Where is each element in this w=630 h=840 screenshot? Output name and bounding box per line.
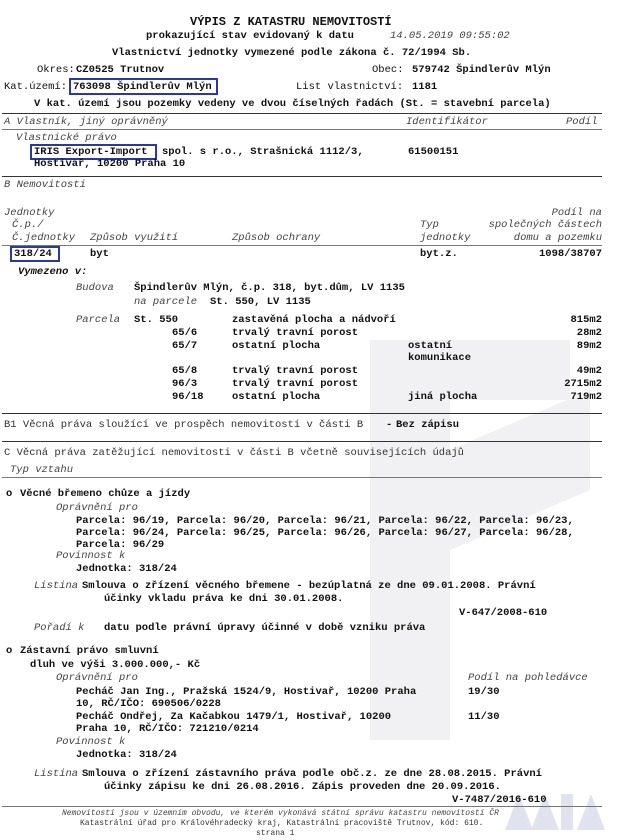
- item2-povinnost-label: Povinnost k: [56, 736, 126, 748]
- poradi-label: Pořadí k: [34, 622, 85, 634]
- lv-value: 1181: [412, 81, 438, 93]
- parcel-use: ostatní plocha: [232, 340, 321, 352]
- owner-address-2: Hostivař, 10200 Praha 10: [34, 158, 186, 170]
- item2-listina-label: Listina: [34, 768, 79, 780]
- col-podil-na: Podíl na: [551, 207, 602, 219]
- typ-vztahu-header: Typ vztahu: [10, 464, 74, 476]
- col-spolecnych: společných částech: [488, 219, 602, 231]
- parcel-number: 96/18: [172, 391, 204, 403]
- parcel-use: trvalý travní porost: [232, 365, 359, 377]
- item2-opravneni-label: Oprávnění pro: [56, 672, 138, 684]
- footer-rule: [2, 806, 602, 807]
- section-a-title: A Vlastník, jiný oprávněný: [4, 116, 168, 128]
- footer-line-2: Katastrální úřad pro Královéhradecký kraj, Katastrální pracoviště Trutnov, kód: 610.: [80, 819, 484, 828]
- col-domu: domu a pozemku: [513, 232, 602, 244]
- item1-reference: V-647/2008-610: [459, 607, 548, 619]
- col-cp: Č.p./: [12, 219, 44, 231]
- section-b-header-rule: [2, 245, 602, 246]
- parcel-number: 65/6: [172, 327, 198, 339]
- document-date: 14.05.2019 09:55:02: [390, 30, 510, 42]
- okres-value: CZ0525 Trutnov: [76, 64, 165, 76]
- item1-bullet: o: [6, 488, 13, 500]
- ident-header: Identifikátor: [406, 116, 488, 128]
- footer-line-1: Nemovitosti jsou v územním obvodu, ve kterém vykonává státní správu katastru nemovitostí ČR: [62, 809, 499, 818]
- item1-title: Věcné břemeno chůze a jízdy: [20, 488, 191, 500]
- creditor-2-line1: Pecháč Ondřej, Za Kačabkou 1479/1, Hostivař, 10200: [76, 711, 392, 723]
- section-b1-top-rule: [2, 413, 602, 414]
- item2-listina-1: Smlouva o zřízení zástavního práva podle obč.z. ze dne 28.08.2015. Právní: [82, 768, 542, 780]
- vymezeno-label: Vymezeno v:: [18, 266, 88, 278]
- section-c-header-rule: [2, 477, 602, 478]
- owner-name: IRIS Export-Import: [34, 146, 148, 158]
- creditor-1-line2: 10, RČ/IČO: 690506/0228: [76, 698, 221, 710]
- parcel-protection-2: komunikace: [408, 352, 472, 364]
- item1-povinnost-label: Povinnost k: [56, 550, 126, 562]
- item2-jednotka: Jednotka: 318/24: [76, 749, 177, 761]
- item2-dluh: dluh ve výši 3.000.000,- Kč: [30, 659, 201, 671]
- item1-jednotka: Jednotka: 318/24: [76, 563, 177, 575]
- parcel-use: trvalý travní porost: [232, 327, 359, 339]
- col-cjednotky: Č.jednotky: [12, 232, 76, 244]
- creditor-2-line2: Praha 10, RČ/IČO: 721210/0214: [76, 723, 259, 735]
- item2-listina-2: účinky zápisu ke dni 26.08.2016. Zápis proveden dne 20.09.2016.: [104, 781, 501, 793]
- col-zpusob-ochrany: Způsob ochrany: [232, 232, 321, 244]
- col-typ-jednotky: jednotky: [420, 232, 471, 244]
- item2-reference: V-7487/2016-610: [452, 794, 547, 806]
- parcel-number: St. 550: [134, 314, 179, 326]
- poradi-text: datu podle právní úpravy účinné v době vzniku práva: [104, 622, 426, 634]
- unit-number: 318/24: [14, 248, 52, 260]
- creditor-1-line1: Pecháč Jan Ing., Pražská 1524/9, Hostivař, 10200 Praha: [76, 686, 417, 698]
- parcela-label: Parcela: [76, 314, 121, 326]
- parcel-protection: ostatní: [408, 340, 453, 352]
- na-parcele-value: St. 550, LV 1135: [210, 296, 311, 308]
- section-c-title: C Věcná práva zatěžující nemovitosti v části B včetně souvisejících údajů: [4, 447, 464, 459]
- parcel-use: zastavěná plocha a nádvoří: [232, 314, 396, 326]
- parcel-number: 65/8: [172, 365, 198, 377]
- section-b1-dash: -: [386, 419, 393, 431]
- creditor-1-share: 19/30: [468, 686, 500, 698]
- ownership-line: Vlastnictví jednotky vymezené podle zákona č. 72/1994 Sb.: [112, 47, 472, 59]
- parcel-area: 2715m2: [564, 378, 602, 390]
- podil-na-pohledavce-header: Podíl na pohledávce: [468, 672, 588, 684]
- obec-label: Obec:: [372, 64, 404, 76]
- owner-address: spol. s r.o., Strašnická 1112/3,: [162, 146, 364, 158]
- item2-title: Zástavní právo smluvní: [20, 645, 159, 657]
- na-parcele-label: na parcele: [134, 296, 198, 308]
- parcel-use: ostatní plocha: [232, 391, 321, 403]
- parcel-area: 815m2: [570, 314, 602, 326]
- section-b-top-rule: [2, 176, 602, 177]
- item1-parcels-1: Parcela: 96/19, Parcela: 96/20, Parcela: 96/21, Parcela: 96/22, Parcela: 96/23,: [76, 515, 574, 527]
- section-a-top-rule: [2, 113, 602, 114]
- section-c-top-rule: [2, 441, 602, 442]
- section-b1-title: B1 Věcná práva sloužící ve prospěch nemovitostí v části B: [4, 419, 364, 431]
- item1-opravneni-label: Oprávnění pro: [56, 502, 138, 514]
- item1-listina-1: Smlouva o zřízení věcného břemene - bezúplatná ze dne 09.01.2008. Právní: [82, 580, 536, 592]
- unit-type: byt.z.: [420, 248, 458, 260]
- obec-value: 579742 Špindlerův Mlýn: [412, 64, 551, 76]
- section-b-title: B Nemovitosti: [4, 179, 86, 191]
- col-zpusob-vyuziti: Způsob využití: [90, 232, 179, 244]
- vlastnicke-pravo-label: Vlastnické právo: [16, 132, 117, 144]
- parcel-area: 28m2: [576, 327, 602, 339]
- parcel-area: 719m2: [570, 391, 602, 403]
- col-jednotky: Jednotky: [4, 207, 55, 219]
- creditor-2-share: 11/30: [468, 711, 500, 723]
- subtitle-prefix: prokazující stav evidovaný k datu: [146, 30, 354, 42]
- unit-use: byt: [90, 248, 109, 260]
- parcel-area: 49m2: [576, 365, 602, 377]
- item1-listina-label: Listina: [34, 580, 79, 592]
- podil-header: Podíl: [566, 116, 598, 128]
- document-title: VÝPIS Z KATASTRU NEMOVITOSTÍ: [190, 15, 392, 29]
- section-a-header-rule: [2, 129, 602, 130]
- footer-page: strana 1: [256, 829, 295, 838]
- katuzemi-value: 763098 Špindlerův Mlýn: [73, 81, 212, 93]
- parcel-number: 96/3: [172, 378, 198, 390]
- katuzemi-label: Kat.území:: [4, 81, 68, 93]
- okres-label: Okres:: [37, 64, 75, 76]
- budova-value: Špindlerův Mlýn, č.p. 318, byt.dům, LV 1135: [134, 282, 405, 294]
- parcel-use: trvalý travní porost: [232, 378, 359, 390]
- lv-label: List vlastnictví:: [296, 81, 404, 93]
- col-typ: Typ: [420, 219, 439, 231]
- item2-bullet: o: [6, 645, 13, 657]
- owner-id: 61500151: [408, 146, 459, 158]
- parcel-number: 65/7: [172, 340, 198, 352]
- parcel-protection: jiná plocha: [408, 391, 478, 403]
- item1-parcels-2: Parcela: 96/24, Parcela: 96/25, Parcela: 96/26, Parcela: 96/27, Parcela: 96/28,: [76, 527, 574, 539]
- budova-label: Budova: [76, 282, 114, 294]
- parcel-series-note: V kat. území jsou pozemky vedeny ve dvou číselných řadách (St. = stavební parcela): [34, 98, 551, 110]
- parcel-area: 89m2: [576, 340, 602, 352]
- section-b1-value: Bez zápisu: [396, 419, 460, 431]
- unit-share: 1098/38707: [538, 248, 602, 260]
- item1-listina-2: účinky vkladu práva ke dni 30.01.2008.: [104, 593, 344, 605]
- item1-parcels-3: Parcela: 96/29: [76, 539, 165, 551]
